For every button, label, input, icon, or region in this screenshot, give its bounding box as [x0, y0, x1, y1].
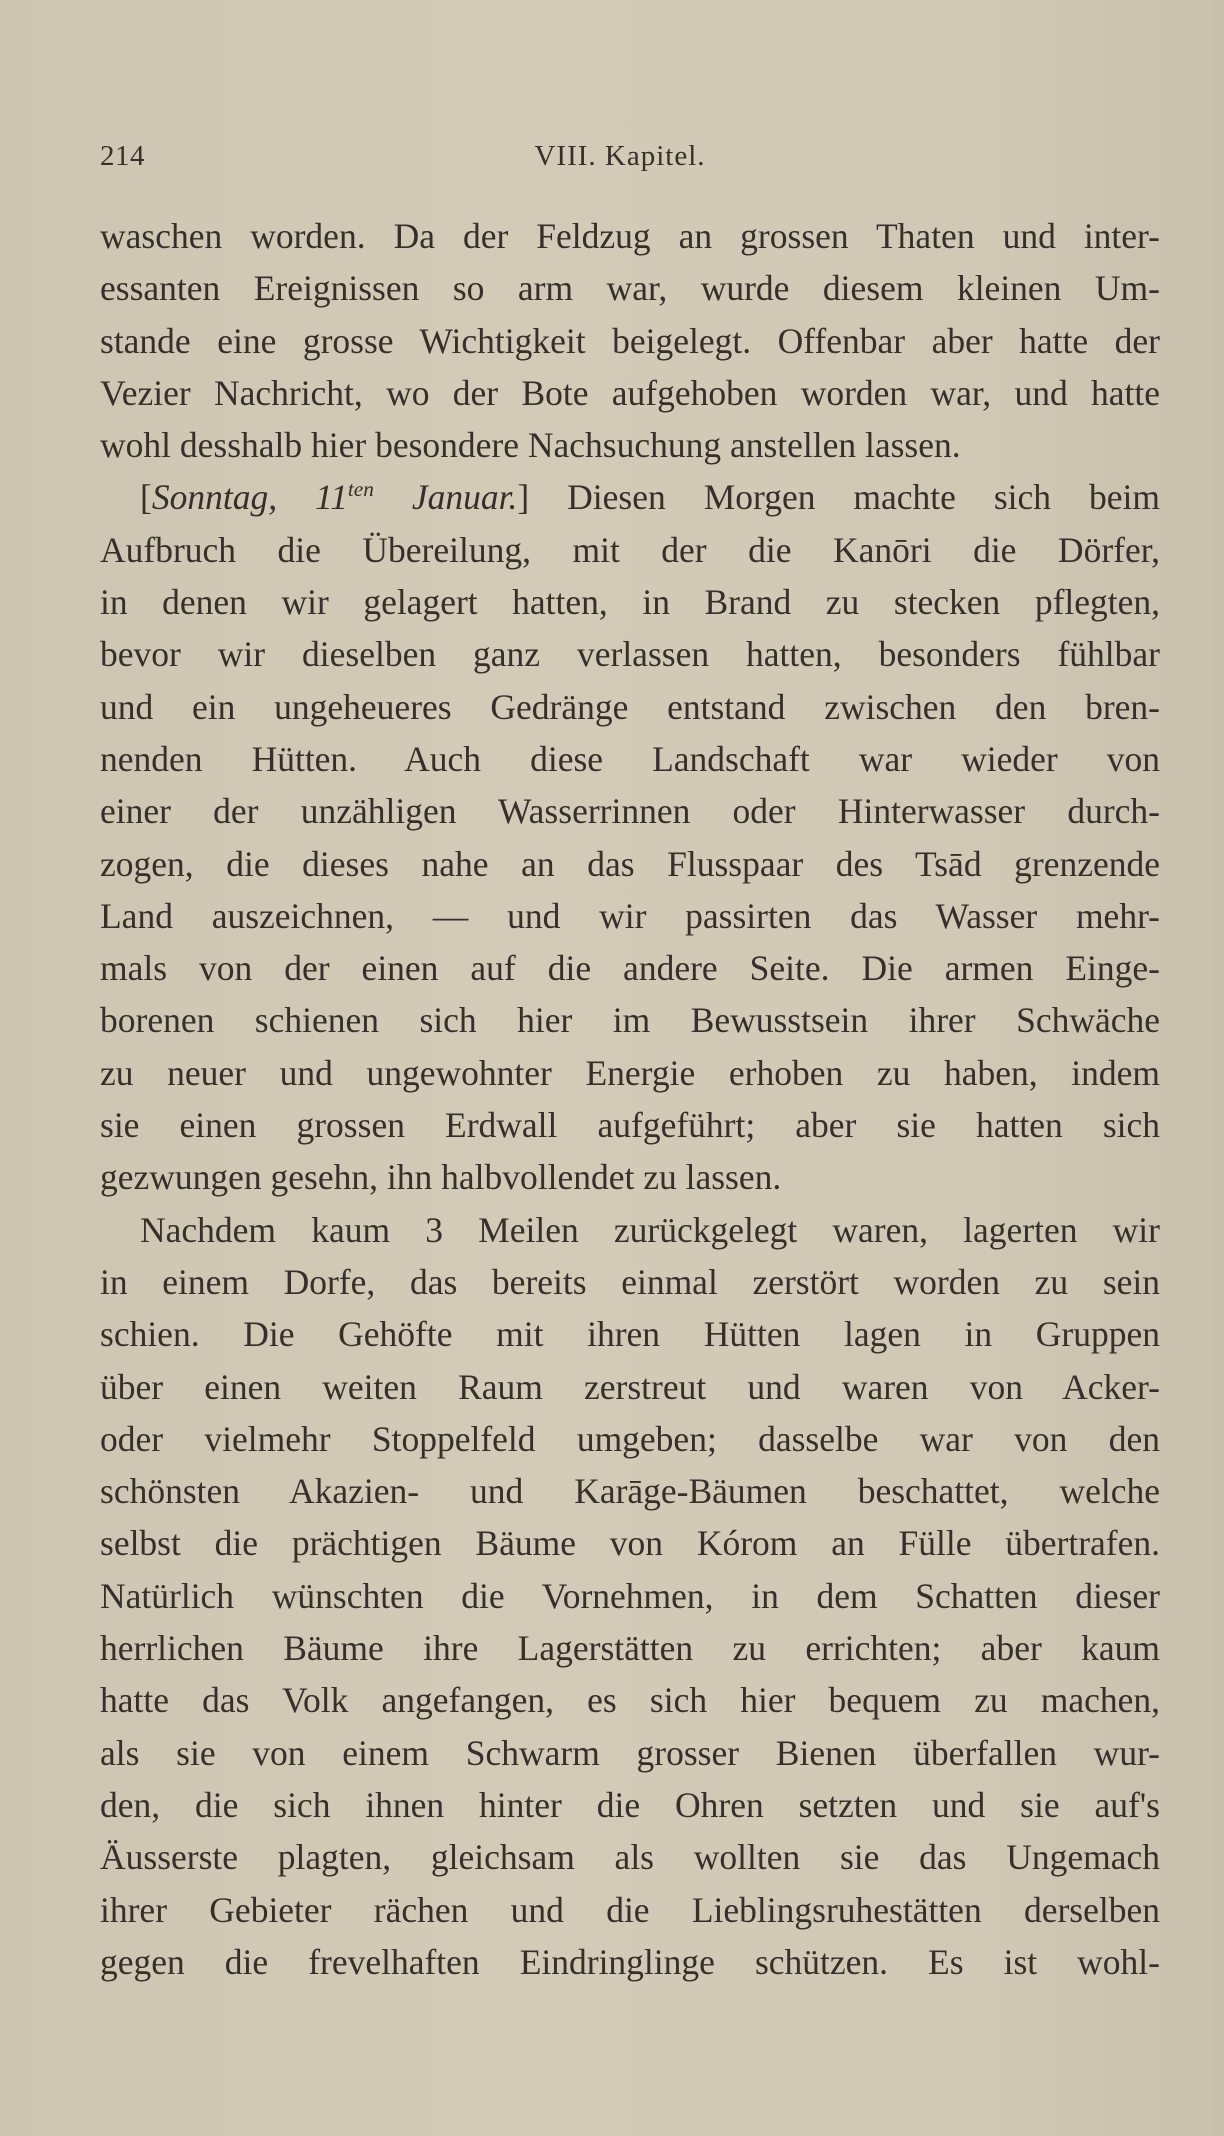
text-line: stande eine grosse Wichtigkeit beigelegt. Offenbar aber hatte der: [100, 320, 1160, 361]
text-line: in einem Dorfe, das bereits einmal zerstört worden zu sein: [100, 1261, 1160, 1302]
text-line: als sie von einem Schwarm grosser Bienen überfallen wur-: [100, 1732, 1160, 1773]
paragraph-2: [100, 471, 1160, 1203]
text-line: Aufbruch die Übereilung, mit der die Kanōri die Dörfer,: [100, 529, 1160, 570]
date-month: Januar.: [373, 477, 518, 518]
text-line: schien. Die Gehöfte mit ihren Hütten lagen in Gruppen: [100, 1314, 1160, 1355]
text-line: mals von der einen auf die andere Seite. Die armen Einge-: [100, 948, 1160, 989]
bracket-close: ]: [517, 477, 530, 518]
text-line: gegen die frevelhaften Eindringlinge schützen. Es ist wohl-: [100, 1941, 1160, 1982]
text-line: und ein ungeheueres Gedränge entstand zwischen den bren-: [100, 686, 1160, 727]
text-line: hatte das Volk angefangen, es sich hier bequem zu machen,: [100, 1680, 1160, 1721]
page-header: [100, 140, 1140, 180]
text-line: Vezier Nachricht, wo der Bote aufgehoben worden war, und hatte: [100, 372, 1160, 413]
paragraph-3: [100, 1204, 1160, 1988]
text-line-dated: [100, 471, 1160, 523]
text-line: essanten Ereignissen so arm war, wurde diesem kleinen Um-: [100, 268, 1160, 309]
line-rest: Diesen Morgen machte sich beim: [529, 477, 1160, 518]
text-line: schönsten Akazien- und Karāge-Bäumen beschattet, welche: [100, 1471, 1160, 1512]
text-line: über einen weiten Raum zerstreut und waren von Acker-: [100, 1366, 1160, 1407]
text-line: Natürlich wünschten die Vornehmen, in dem Schatten dieser: [100, 1575, 1160, 1616]
date-superscript: ten: [347, 477, 374, 502]
text-line: Nachdem kaum 3 Meilen zurückgelegt waren, lagerten wir: [140, 1209, 1160, 1250]
text-line: zogen, die dieses nahe an das Flusspaar des Tsād grenzende: [100, 843, 1160, 884]
text-line: wohl desshalb hier besondere Nachsuchung anstellen lassen.: [100, 425, 961, 466]
text-line: borenen schienen sich hier im Bewusstsein ihrer Schwäche: [100, 1000, 1160, 1041]
text-line: waschen worden. Da der Feldzug an grossen Thaten und inter-: [100, 216, 1160, 256]
text-line: bevor wir dieselben ganz verlassen hatten, besonders fühlbar: [100, 634, 1160, 675]
text-line: selbst die prächtigen Bäume von Kórom an Fülle übertrafen.: [100, 1523, 1160, 1564]
text-line: herrlichen Bäume ihre Lagerstätten zu errichten; aber kaum: [100, 1628, 1160, 1669]
text-line: den, die sich ihnen hinter die Ohren setzten und sie auf's: [100, 1784, 1160, 1825]
text-line: nenden Hütten. Auch diese Landschaft war wieder von: [100, 738, 1160, 779]
body-text: [100, 210, 1160, 1988]
text-line: sie einen grossen Erdwall aufgeführt; aber sie hatten sich: [100, 1105, 1160, 1146]
running-head: VIII. Kapitel.: [534, 140, 706, 172]
text-line: einer der unzähligen Wasserrinnen oder Hinterwasser durch-: [100, 791, 1160, 832]
paragraph-1: [100, 210, 1160, 471]
date-sidenote: Sonntag, 11: [151, 477, 348, 518]
text-line: zu neuer und ungewohnter Energie erhoben zu haben, indem: [100, 1052, 1160, 1093]
text-line: ihrer Gebieter rächen und die Lieblingsruhestätten derselben: [100, 1889, 1160, 1930]
text-line: in denen wir gelagert hatten, in Brand zu stecken pflegten,: [100, 582, 1160, 623]
text-line: gezwungen gesehn, ihn halbvollendet zu lassen.: [100, 1157, 782, 1198]
text-line: Land auszeichnen, — und wir passirten das Wasser mehr-: [100, 895, 1160, 936]
page-number: 214: [100, 140, 145, 172]
bracket-open: [: [140, 477, 152, 518]
text-line: oder vielmehr Stoppelfeld umgeben; dasselbe war von den: [100, 1418, 1160, 1459]
text-line: Äusserste plagten, gleichsam als wollten sie das Ungemach: [100, 1837, 1160, 1878]
